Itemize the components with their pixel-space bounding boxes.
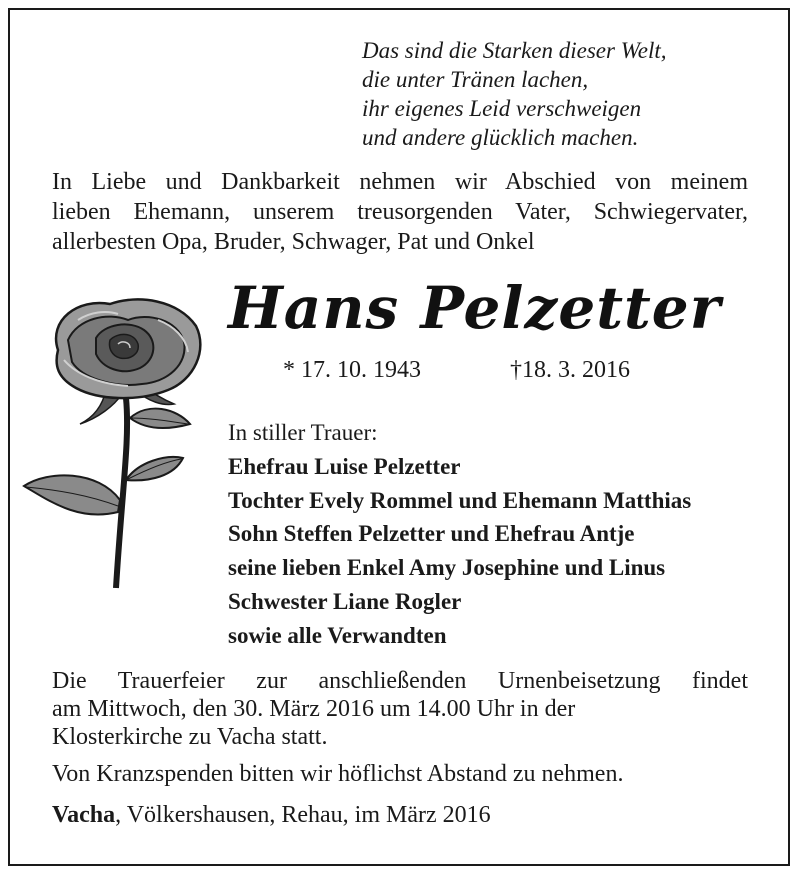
service-line: am Mittwoch, den 30. März 2016 um 14.00 Uhr in der [52, 696, 576, 722]
place-rest: , Völkershausen, Rehau, im März 2016 [115, 802, 491, 828]
place-date [52, 800, 491, 830]
mourner-name: Sohn Steffen Pelzetter und Ehefrau Antje [228, 521, 635, 547]
intro-line: In Liebe und Dankbarkeit nehmen wir Abschied von meinem [52, 169, 748, 195]
rose-illustration [18, 290, 218, 590]
funeral-service-info [52, 667, 748, 751]
service-line: Die Trauerfeier zur anschließenden Urnenbeisetzung findet [52, 668, 748, 694]
mourner-name: Tochter Evely Rommel und Ehemann Matthias [228, 487, 692, 513]
mourner-name: sowie alle Verwandten [228, 622, 447, 648]
intro-line: lieben Ehemann, unserem treusorgenden Vater, Schwiegervater, [52, 199, 748, 225]
mourner-name: Schwester Liane Rogler [228, 588, 462, 614]
mourners-list [228, 416, 691, 653]
deceased-name: Hans Pelzetter [228, 274, 722, 342]
poem-line: ihr eigenes Leid verschweigen [362, 96, 642, 121]
place-town: Vacha [52, 802, 116, 828]
poem-line: Das sind die Starken dieser Welt, [362, 38, 667, 63]
donation-note: Von Kranzspenden bitten wir höflichst Abstand zu nehmen. [52, 761, 624, 787]
poem [362, 36, 667, 152]
death-date: †18. 3. 2016 [510, 357, 630, 383]
poem-line: die unter Tränen lachen, [362, 67, 589, 92]
mourner-name: Ehefrau Luise Pelzetter [228, 453, 461, 479]
birth-date: * 17. 10. 1943 [283, 357, 421, 383]
mourners-heading: In stiller Trauer: [228, 420, 378, 445]
intro-text [52, 167, 748, 257]
poem-line: und andere glücklich machen. [362, 125, 639, 150]
mourner-name: seine lieben Enkel Amy Josephine und Linus [228, 555, 666, 581]
service-line: Klosterkirche zu Vacha statt. [52, 724, 328, 750]
intro-line: allerbesten Opa, Bruder, Schwager, Pat und Onkel [52, 229, 535, 255]
